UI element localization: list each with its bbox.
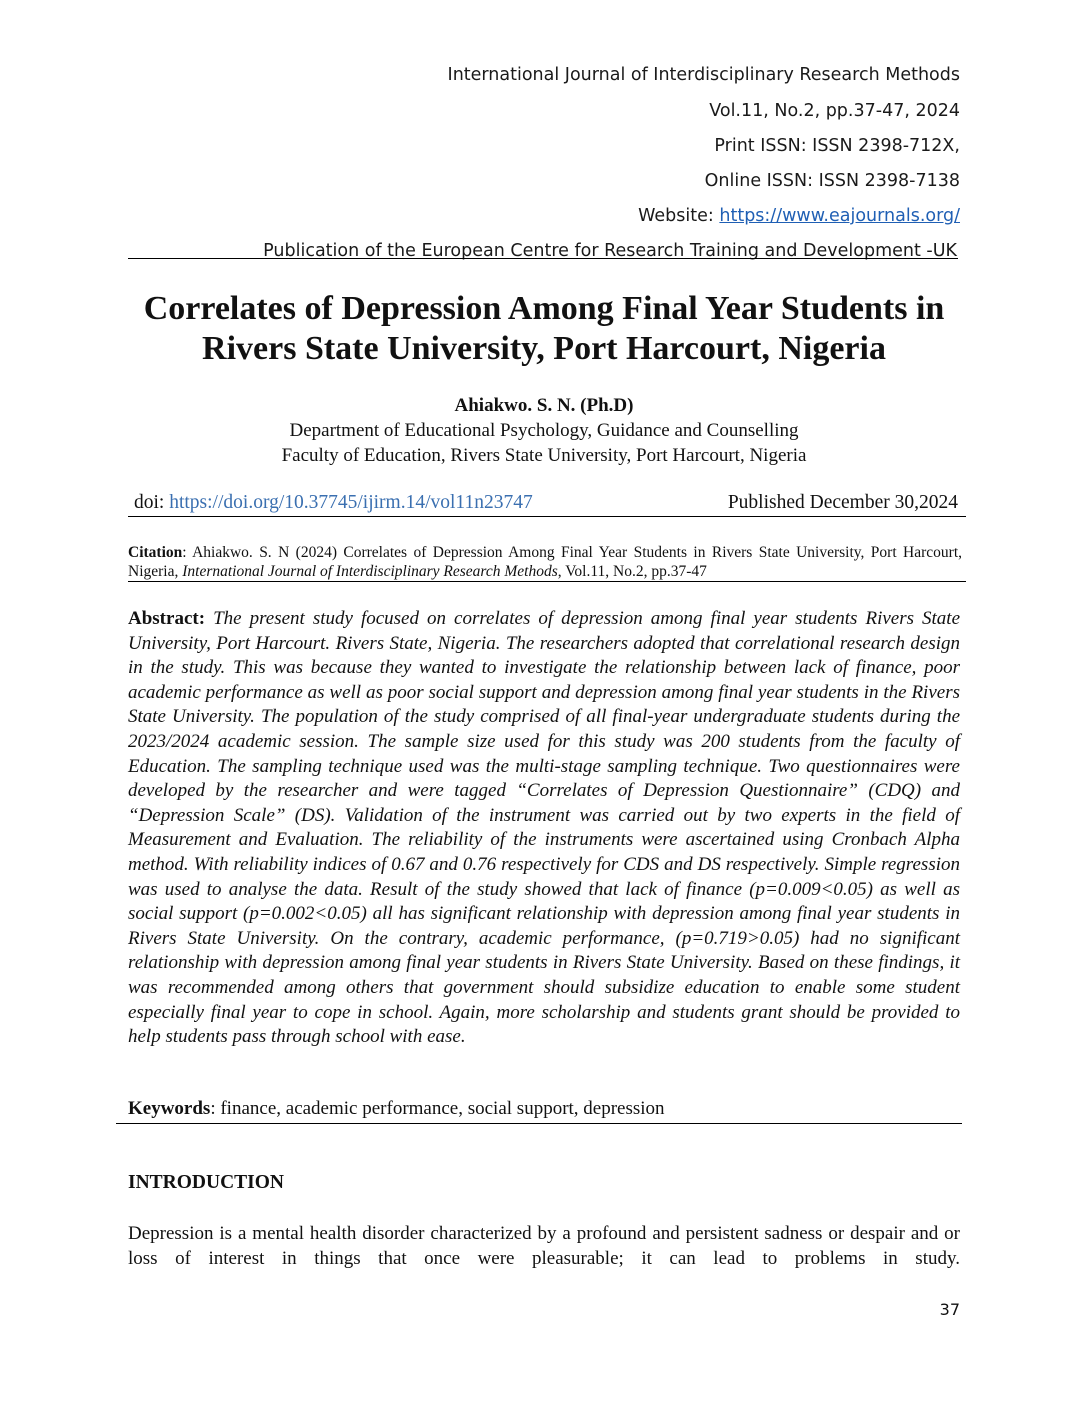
keywords-label: Keywords [128, 1098, 211, 1119]
introduction-heading: INTRODUCTION [128, 1172, 285, 1193]
keywords-text: : finance, academic performance, social support, depression [210, 1098, 665, 1119]
header-divider [128, 258, 958, 259]
published-date: Published December 30,2024 [727, 492, 958, 513]
author-faculty: Faculty of Education, Rivers State University, Port Harcourt, Nigeria [281, 445, 807, 466]
author-department: Department of Educational Psychology, Guidance and Counselling [289, 420, 799, 441]
abstract-text: The present study focused on correlates of depression among final year students Rivers State University, Port Harcourt. Rivers State, Nigeria. The researchers adopted that correlational research design in the study. This was because they wanted to investigate the relationship between lack of finance, poor academic performance as well as poor social support and depression among final year students in the Rivers State University. The population of the study comprised of all final-year undergraduate students during the 2023/2024 academic session. The sample size used for this study was 200 students from the faculty of Education. The sampling technique used was the multi-stage sampling technique. Two questionnaires were developed by the researcher and were tagged “Correlates of Depression Questionnaire” (CDQ) and “Depression Scale” (DS). Validation of the instrument was carried out by two experts in the field of Measurement and Evaluation. The reliability of the instruments were ascertained using Cronbach Alpha method. With reliability indices of 0.67 and 0.76 respectively for CDS and DS respectively. Simple regression was used to analyse the data. Result of the study showed that lack of finance (p=0.009<0.05) as well as social support (p=0.002<0.05) all has significant relationship with depression among final year students in Rivers State University. On the contrary, academic performance, (p=0.719>0.05) had no significant relationship with depression among final year students in Rivers State University. Based on these findings, it was recommended among others that government should subsidize education to enable some student especially final year to cope in school. Again, more scholarship and students grant should be provided to help students pass through school with ease. [128, 608, 961, 1048]
abstract [128, 607, 960, 1050]
page-number: 37 [939, 1300, 960, 1319]
online-issn: Online ISSN: ISSN 2398-7138 [704, 171, 960, 191]
author-name: Ahiakwo. S. N. (Ph.D) [454, 395, 634, 416]
doi-link[interactable]: https://doi.org/10.37745/ijirm.14/vol11n23747 [169, 492, 533, 513]
website-line [638, 206, 960, 226]
citation-divider [128, 581, 966, 582]
website-link[interactable]: https://www.eajournals.org/ [719, 206, 960, 226]
introduction-paragraph: Depression is a mental health disorder characterized by a profound and persistent sadness or despair and or loss of interest in things that once were pleasurable; it can lead to problems in study. [128, 1223, 960, 1269]
citation-text: : Ahiakwo. S. N (2024) Correlates of Depression Among Final Year Students in Rivers State University, Port Harcourt, Nigeria, [128, 544, 962, 580]
doi-row [134, 492, 958, 516]
keywords-divider [116, 1123, 962, 1124]
citation [128, 543, 962, 581]
doi [134, 492, 533, 514]
journal-name: International Journal of Interdisciplinary Research Methods [447, 65, 960, 85]
citation-journal: International Journal of Interdisciplinary Research Methods [182, 563, 558, 580]
citation-volume: , Vol.11, No.2, pp.37-47 [557, 563, 707, 580]
citation-label: Citation [128, 544, 183, 561]
publisher-line: Publication of the European Centre for Research Training and Development -UK [263, 241, 957, 261]
doi-divider [128, 516, 966, 517]
print-issn: Print ISSN: ISSN 2398-712X, [714, 136, 960, 156]
paper-title: Correlates of Depression Among Final Year Students in Rivers State University, Port Harcourt, Nigeria [143, 290, 945, 367]
website-label: Website: [638, 206, 720, 226]
doi-label: doi: [134, 492, 170, 513]
volume-info: Vol.11, No.2, pp.37-47, 2024 [709, 101, 960, 121]
abstract-label: Abstract: [128, 608, 206, 629]
keywords [128, 1098, 665, 1120]
